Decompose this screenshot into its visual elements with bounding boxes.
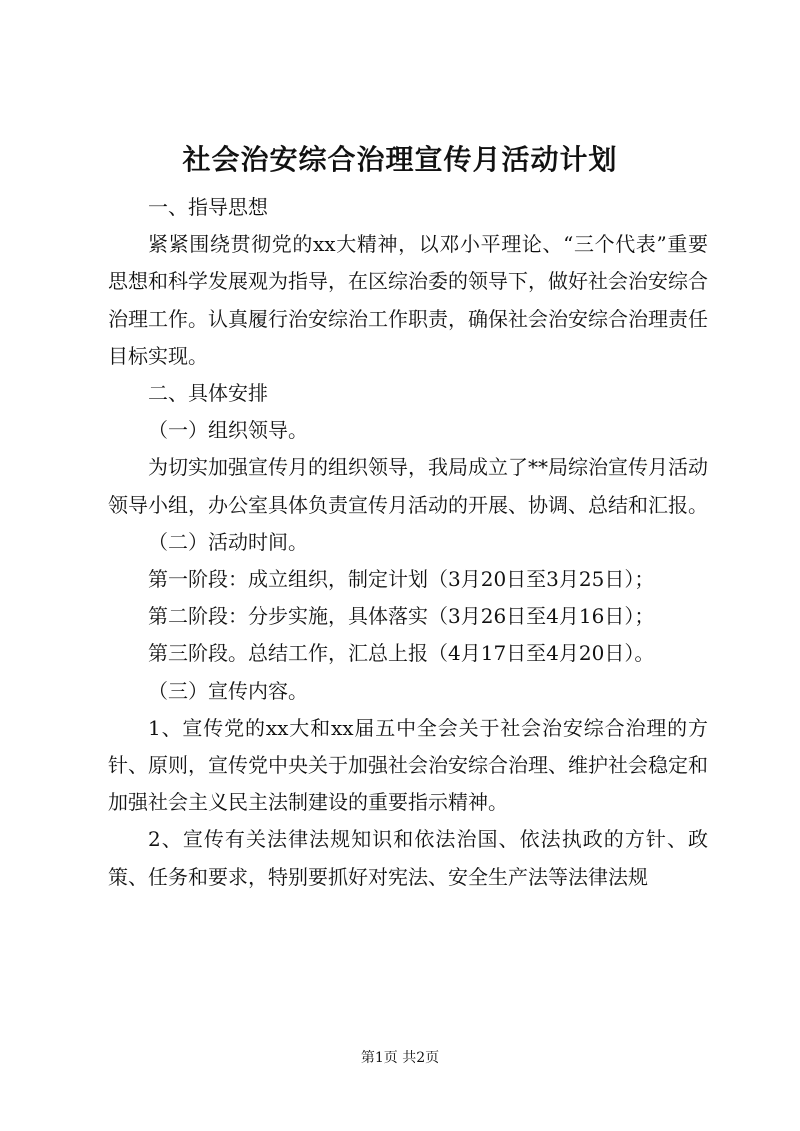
subheading-activity-time: （二）活动时间。 (148, 529, 308, 554)
stage-two: 第二阶段：分步实施，具体落实（3月26日至4月16日）； (148, 604, 655, 629)
document-body (108, 189, 708, 896)
paragraph-content-1: 1、宣传党的xx大和xx届五中全会关于社会治安综合治理的方针、原则，宣传党中央关于加强社会治安综合治理、维护社会稳定和加强社会主义民主法制建设的重要指示精神。 (108, 715, 708, 815)
stage-one: 第一阶段：成立组织，制定计划（3月20日至3月25日）； (148, 567, 655, 592)
document-title: 社会治安综合治理宣传月活动计划 (182, 143, 618, 176)
stage-three: 第三阶段。总结工作，汇总上报（4月17日至4月20日）。 (148, 641, 655, 666)
subheading-publicity-content: （三）宣传内容。 (148, 678, 308, 703)
paragraph-organization: 为切实加强宣传月的组织领导，我局成立了**局综治宣传月活动领导小组，办公室具体负责宣传月活动的开展、协调、总结和汇报。 (108, 455, 708, 517)
subheading-organization: （一）组织领导。 (148, 418, 308, 443)
paragraph-content-2: 2、宣传有关法律法规知识和依法治国、依法执政的方针、政策、任务和要求，特别要抓好对宪法、安全生产法等法律法规 (108, 827, 708, 889)
heading-guiding-thought: 一、指导思想 (148, 195, 268, 219)
heading-specific-arrangements: 二、具体安排 (148, 381, 268, 406)
paragraph-guiding-thought: 紧紧围绕贯彻党的xx大精神，以邓小平理论、“三个代表”重要思想和科学发展观为指导，在区综治委的领导下，做好社会治安综合治理工作。认真履行治安综治工作职责，确保社会治安综合治理责任目标实现。 (108, 232, 708, 368)
page-footer: 第1页 共2页 (360, 1050, 440, 1066)
